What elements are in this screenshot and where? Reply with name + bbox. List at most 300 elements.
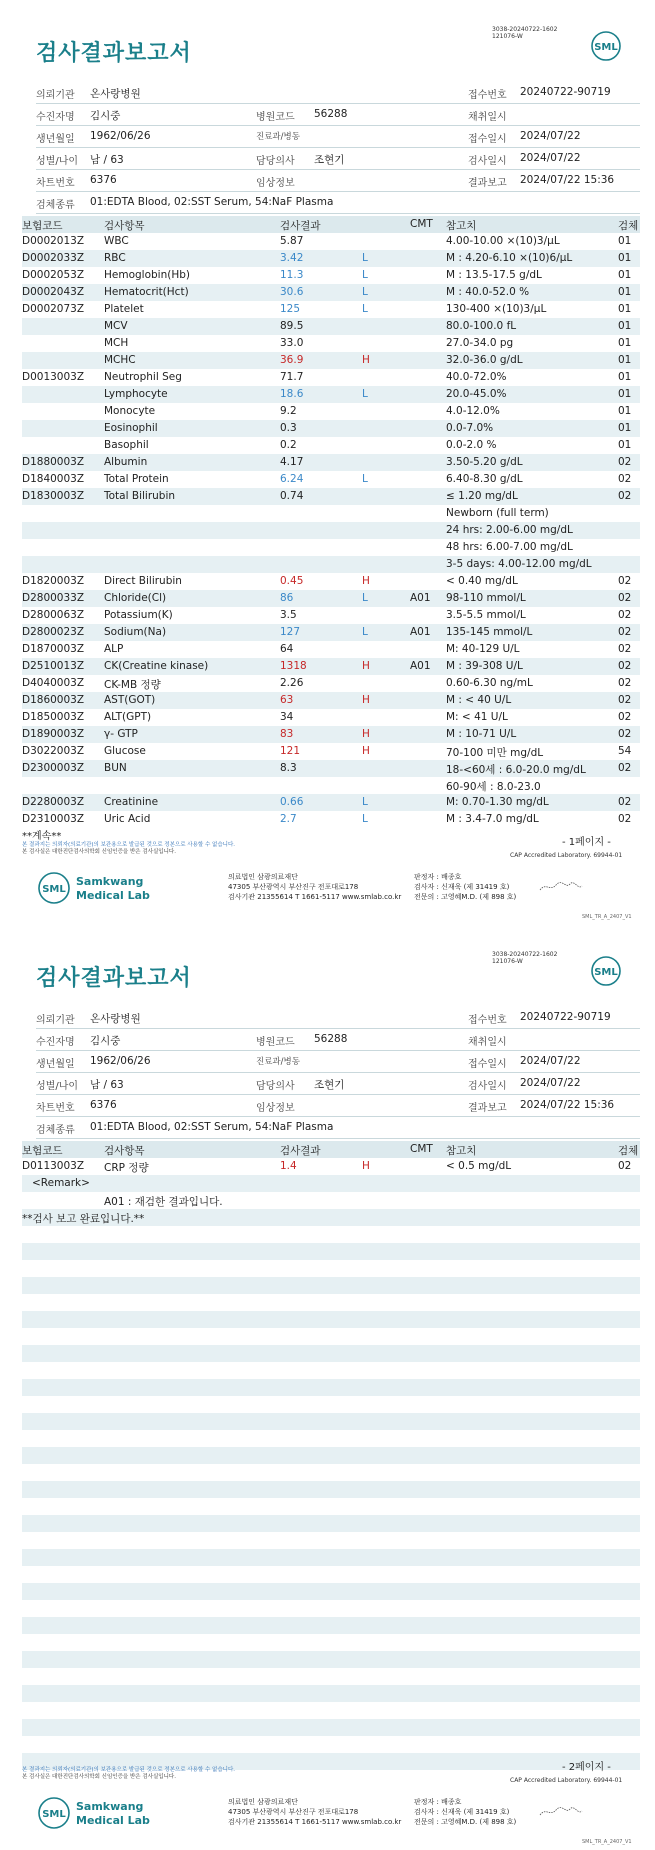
header-cmt: CMT — [410, 1143, 433, 1155]
table-row — [22, 743, 640, 760]
blank-row — [22, 1345, 640, 1362]
blank-row — [22, 1311, 640, 1328]
table-row — [22, 556, 640, 573]
table-row — [22, 267, 640, 284]
dob-value: 1962/06/26 — [90, 1055, 151, 1067]
info-row — [36, 1073, 640, 1095]
row-result: 0.45 — [280, 575, 304, 587]
row-ref: 70-100 미만 mg/dL — [446, 747, 544, 759]
hospital-code-value: 56288 — [314, 1033, 348, 1045]
row-specimen: 01 — [618, 422, 632, 434]
row-result: 127 — [280, 626, 301, 638]
row-code: D2300003Z — [22, 762, 85, 774]
row-specimen: 02 — [618, 694, 632, 706]
row-code: D0113003Z — [22, 1160, 85, 1172]
table-row — [22, 675, 640, 692]
row-item: CK(Creatine kinase) — [104, 660, 209, 672]
sex-age-label: 성별/나이 — [36, 156, 79, 167]
results-table — [22, 1141, 640, 1770]
row-code: D3022003Z — [22, 745, 85, 757]
info-row — [36, 170, 640, 192]
cap-accreditation: CAP Accredited Laboratory. 69944-01 — [510, 1777, 623, 1784]
row-flag: L — [362, 303, 368, 315]
row-flag: L — [362, 269, 368, 281]
row-specimen: 02 — [618, 796, 632, 808]
table-row — [22, 811, 640, 828]
header-result: 검사결과 — [280, 220, 321, 232]
hospital-code-label: 병원코드 — [256, 1037, 295, 1048]
row-ref: 4.00-10.00 ×(10)3/μL — [446, 235, 560, 247]
row-ref: 4.0-12.0% — [446, 405, 500, 417]
table-row — [22, 1158, 640, 1175]
row-item: Basophil — [104, 439, 149, 451]
table-row — [22, 403, 640, 420]
row-result: 34 — [280, 711, 294, 723]
row-item: Monocyte — [104, 405, 156, 417]
row-code: D0002013Z — [22, 235, 85, 247]
row-ref: Newborn (full term) — [446, 507, 549, 519]
blank-row — [22, 1362, 640, 1379]
svg-text:SML: SML — [42, 1809, 66, 1820]
row-result: 71.7 — [280, 371, 304, 383]
row-ref: 32.0-36.0 g/dL — [446, 354, 523, 366]
row-specimen: 02 — [618, 473, 632, 485]
row-result: 8.3 — [280, 762, 297, 774]
header-specimen: 검체 — [618, 220, 639, 232]
row-ref: 0.0-7.0% — [446, 422, 494, 434]
receipt-date-label: 접수일시 — [468, 1059, 507, 1070]
table-header — [22, 1141, 640, 1158]
row-item: Neutrophil Seg — [104, 371, 182, 383]
receipt-date-value: 2024/07/22 — [520, 1055, 581, 1067]
hospital-code-label: 병원코드 — [256, 112, 295, 123]
info-row — [36, 1007, 640, 1029]
row-item: MCH — [104, 337, 129, 349]
samkwang-logo-icon — [36, 1791, 156, 1835]
row-result: 121 — [280, 745, 301, 757]
row-item: Potassium(K) — [104, 609, 173, 621]
blank-row — [22, 1651, 640, 1668]
row-item: γ- GTP — [104, 728, 138, 740]
table-row — [22, 641, 640, 658]
institution-label: 의뢰기관 — [36, 90, 75, 101]
table-row — [22, 777, 640, 794]
report-label: 결과보고 — [468, 178, 507, 189]
row-result: 6.24 — [280, 473, 304, 485]
row-code: D1890003Z — [22, 728, 85, 740]
row-result: 11.3 — [280, 269, 304, 281]
signature-icon — [538, 880, 584, 894]
row-ref: 6.40-8.30 g/dL — [446, 473, 523, 485]
row-item: MCHC — [104, 354, 136, 366]
row-ref: 98-110 mmol/L — [446, 592, 526, 604]
hospital-code-value: 56288 — [314, 108, 348, 120]
blank-row — [22, 1515, 640, 1532]
footer-note: 본 결과지는 의뢰자(의료기관)의 보관용으로 발급된 것으로 정본으로 사용할 수 없습니다. 본 검사실은 대한진단검사의학회 신임인증을 받은 검사실입니다. — [22, 1767, 236, 1780]
row-result: 83 — [280, 728, 294, 740]
row-code: D1830003Z — [22, 490, 85, 502]
organization-info: 의료법인 삼광의료재단 47305 부산광역시 부산진구 전포대로178 검사기관 21355614 T 1661-5117 www.smlab.co.kr — [228, 1798, 402, 1826]
info-row — [36, 148, 640, 170]
continued-marker: **계속** — [22, 831, 62, 842]
form-code: SML_TR_A_2407_V1 — [582, 914, 632, 920]
row-result: 0.74 — [280, 490, 304, 502]
row-result: 86 — [280, 592, 294, 604]
doctor-value: 조현기 — [314, 154, 345, 166]
row-flag: H — [362, 575, 370, 587]
collect-date-label: 채취일시 — [468, 112, 507, 123]
institution-label: 의뢰기관 — [36, 1015, 75, 1026]
row-item: ALT(GPT) — [104, 711, 152, 723]
blank-row — [22, 1464, 640, 1481]
row-item: Creatinine — [104, 796, 159, 808]
sml-logo-icon — [590, 30, 622, 62]
row-ref: M: 0.70-1.30 mg/dL — [446, 796, 549, 808]
test-date-value: 2024/07/22 — [520, 1077, 581, 1089]
chart-label: 차트번호 — [36, 178, 75, 189]
row-ref: 48 hrs: 6.00-7.00 mg/dL — [446, 541, 573, 553]
specimen-label: 검체종류 — [36, 1125, 75, 1136]
blank-row — [22, 1702, 640, 1719]
info-row — [36, 104, 640, 126]
blank-row — [22, 1447, 640, 1464]
row-result: 1318 — [280, 660, 307, 672]
blank-row — [22, 1549, 640, 1566]
row-specimen: 02 — [618, 456, 632, 468]
row-flag: H — [362, 1160, 370, 1172]
row-item: Hemoglobin(Hb) — [104, 269, 191, 281]
svg-text:SML: SML — [594, 42, 618, 53]
row-result: 2.26 — [280, 677, 304, 689]
row-specimen: 02 — [618, 711, 632, 723]
row-ref: 60-90세 : 8.0-23.0 — [446, 781, 541, 793]
row-code: D1850003Z — [22, 711, 85, 723]
row-flag: H — [362, 660, 370, 672]
report-value: 2024/07/22 15:36 — [520, 1099, 615, 1111]
blank-row — [22, 1600, 640, 1617]
remark-a01: A01 : 재검한 결과입니다. — [104, 1196, 223, 1208]
row-code: D2800033Z — [22, 592, 85, 604]
patient-value: 김시중 — [90, 110, 121, 122]
table-row — [22, 692, 640, 709]
dept-label: 진료과/병동 — [256, 132, 300, 142]
row-ref: M : 13.5-17.5 g/dL — [446, 269, 542, 281]
row-code: D1870003Z — [22, 643, 85, 655]
row-flag: L — [362, 592, 368, 604]
row-result: 33.0 — [280, 337, 304, 349]
row-specimen: 02 — [618, 762, 632, 774]
row-flag: L — [362, 626, 368, 638]
svg-text:SML: SML — [42, 884, 66, 895]
receipt-date-value: 2024/07/22 — [520, 130, 581, 142]
row-item: Total Protein — [104, 473, 169, 485]
row-specimen: 01 — [618, 439, 632, 451]
sex-age-value: 남 / 63 — [90, 1079, 124, 1091]
report-page-2 — [0, 925, 655, 1850]
row-result: 5.87 — [280, 235, 304, 247]
table-row — [22, 301, 640, 318]
row-code: D0013003Z — [22, 371, 85, 383]
svg-text:Medical Lab: Medical Lab — [76, 889, 150, 902]
row-specimen: 01 — [618, 354, 632, 366]
table-row — [22, 352, 640, 369]
institution-value: 온사랑병원 — [90, 88, 141, 100]
row-cmt: A01 — [410, 660, 431, 672]
chart-label: 차트번호 — [36, 1103, 75, 1114]
specimen-value: 01:EDTA Blood, 02:SST Serum, 54:NaF Plasma — [90, 1121, 334, 1133]
row-item: Platelet — [104, 303, 144, 315]
svg-text:Samkwang: Samkwang — [76, 1800, 144, 1813]
blank-row — [22, 1617, 640, 1634]
row-result: 3.42 — [280, 252, 304, 264]
row-flag: L — [362, 286, 368, 298]
row-code: D0002073Z — [22, 303, 85, 315]
header-code: 보험코드 — [22, 220, 63, 232]
table-row — [22, 471, 640, 488]
row-ref: < 0.5 mg/dL — [446, 1160, 512, 1172]
dob-value: 1962/06/26 — [90, 130, 151, 142]
row-item: Hematocrit(Hct) — [104, 286, 189, 298]
row-ref: 27.0-34.0 pg — [446, 337, 514, 349]
row-specimen: 01 — [618, 286, 632, 298]
blank-row — [22, 1532, 640, 1549]
row-ref: 40.0-72.0% — [446, 371, 507, 383]
doctor-value: 조현기 — [314, 1079, 345, 1091]
results-table — [22, 216, 640, 828]
row-flag: L — [362, 252, 368, 264]
receipt-no-label: 접수번호 — [468, 90, 507, 101]
table-row — [22, 760, 640, 777]
row-ref: M: 40-129 U/L — [446, 643, 520, 655]
row-ref: M : 40.0-52.0 % — [446, 286, 530, 298]
table-row — [22, 709, 640, 726]
row-item: Direct Bilirubin — [104, 575, 182, 587]
table-row — [22, 386, 640, 403]
row-ref: 130-400 ×(10)3/μL — [446, 303, 547, 315]
form-code: SML_TR_A_2407_V1 — [582, 1839, 632, 1845]
row-specimen: 01 — [618, 320, 632, 332]
row-flag: H — [362, 728, 370, 740]
row-specimen: 01 — [618, 337, 632, 349]
report-value: 2024/07/22 15:36 — [520, 174, 615, 186]
row-item: Total Bilirubin — [104, 490, 176, 502]
blank-row — [22, 1379, 640, 1396]
institution-value: 온사랑병원 — [90, 1013, 141, 1025]
row-item: AST(GOT) — [104, 694, 156, 706]
table-row — [22, 284, 640, 301]
remark-label: <Remark> — [32, 1177, 90, 1189]
blank-row — [22, 1583, 640, 1600]
row-ref: M : 39-308 U/L — [446, 660, 523, 672]
row-flag: L — [362, 473, 368, 485]
patient-info — [36, 1007, 640, 1139]
info-row — [36, 1117, 640, 1139]
row-code: D0002033Z — [22, 252, 85, 264]
row-item: BUN — [104, 762, 127, 774]
table-row — [22, 250, 640, 267]
row-ref: 3-5 days: 4.00-12.00 mg/dL — [446, 558, 592, 570]
row-code: D2310003Z — [22, 813, 85, 825]
blank-row — [22, 1294, 640, 1311]
blank-row — [22, 1226, 640, 1243]
row-specimen: 02 — [618, 728, 632, 740]
page-number: - 2페이지 - — [562, 1762, 611, 1773]
row-code: D2800063Z — [22, 609, 85, 621]
table-row — [22, 522, 640, 539]
receipt-date-label: 접수일시 — [468, 134, 507, 145]
row-specimen: 02 — [618, 643, 632, 655]
row-specimen: 01 — [618, 371, 632, 383]
blank-row — [22, 1481, 640, 1498]
row-specimen: 02 — [618, 626, 632, 638]
table-row — [22, 233, 640, 250]
header-item: 검사항목 — [104, 220, 145, 232]
sml-logo-icon — [590, 955, 622, 987]
row-specimen: 02 — [618, 1160, 632, 1172]
blank-row — [22, 1243, 640, 1260]
row-result: 2.7 — [280, 813, 297, 825]
receipt-no-value: 20240722-90719 — [520, 1011, 611, 1023]
row-result: 0.66 — [280, 796, 304, 808]
staff-info: 판정자 : 배종호 검사자 : 신재욱 (제 31419 호) 전문의 : 고영혜M.D. (제 898 호) — [414, 1798, 517, 1826]
test-date-value: 2024/07/22 — [520, 152, 581, 164]
row-result: 64 — [280, 643, 294, 655]
sex-age-label: 성별/나이 — [36, 1081, 79, 1092]
table-row — [22, 488, 640, 505]
row-result: 63 — [280, 694, 294, 706]
clinical-label: 임상정보 — [256, 178, 295, 189]
row-result: 0.3 — [280, 422, 297, 434]
row-flag: H — [362, 694, 370, 706]
row-ref: M : 4.20-6.10 ×(10)6/μL — [446, 252, 573, 264]
row-item: RBC — [104, 252, 126, 264]
row-item: CK-MB 정량 — [104, 679, 161, 691]
blank-row — [22, 1413, 640, 1430]
samkwang-logo-icon — [36, 866, 156, 910]
test-date-label: 검사일시 — [468, 1081, 507, 1092]
chart-value: 6376 — [90, 174, 117, 186]
dob-label: 생년월일 — [36, 134, 75, 145]
info-row — [36, 126, 640, 148]
row-specimen: 02 — [618, 575, 632, 587]
header-result: 검사결과 — [280, 1145, 321, 1157]
row-specimen: 02 — [618, 813, 632, 825]
row-ref: 135-145 mmol/L — [446, 626, 533, 638]
row-item: Lymphocyte — [104, 388, 168, 400]
row-ref: 20.0-45.0% — [446, 388, 507, 400]
table-row — [22, 420, 640, 437]
clinical-label: 임상정보 — [256, 1103, 295, 1114]
table-row — [22, 573, 640, 590]
table-row — [22, 794, 640, 811]
table-row — [22, 369, 640, 386]
row-specimen: 01 — [618, 388, 632, 400]
row-ref: 3.5-5.5 mmol/L — [446, 609, 526, 621]
collect-date-label: 채취일시 — [468, 1037, 507, 1048]
blank-row — [22, 1277, 640, 1294]
row-specimen: 02 — [618, 490, 632, 502]
row-specimen: 02 — [618, 677, 632, 689]
header-specimen: 검체 — [618, 1145, 639, 1157]
row-result: 4.17 — [280, 456, 304, 468]
row-flag: L — [362, 388, 368, 400]
info-row — [36, 1029, 640, 1051]
row-ref: < 0.40 mg/dL — [446, 575, 518, 587]
svg-text:Medical Lab: Medical Lab — [76, 1814, 150, 1827]
report-title: 검사결과보고서 — [36, 966, 192, 991]
row-item: Albumin — [104, 456, 148, 468]
sex-age-value: 남 / 63 — [90, 154, 124, 166]
row-flag: H — [362, 745, 370, 757]
row-specimen: 54 — [618, 745, 632, 757]
row-item: WBC — [104, 235, 129, 247]
info-row — [36, 192, 640, 214]
row-item: Sodium(Na) — [104, 626, 167, 638]
row-specimen: 01 — [618, 405, 632, 417]
svg-text:Samkwang: Samkwang — [76, 875, 144, 888]
table-row — [22, 539, 640, 556]
row-flag: H — [362, 354, 370, 366]
table-row — [22, 658, 640, 675]
chart-value: 6376 — [90, 1099, 117, 1111]
row-ref: M : < 40 U/L — [446, 694, 512, 706]
row-specimen: 01 — [618, 269, 632, 281]
blank-row — [22, 1396, 640, 1413]
row-code: D2800023Z — [22, 626, 85, 638]
row-ref: M : 10-71 U/L — [446, 728, 517, 740]
blank-row — [22, 1668, 640, 1685]
report-label: 결과보고 — [468, 1103, 507, 1114]
report-complete: **검사 보고 완료입니다.** — [22, 1213, 145, 1225]
patient-value: 김시중 — [90, 1035, 121, 1047]
cap-accreditation: CAP Accredited Laboratory. 69944-01 — [510, 852, 623, 859]
row-flag: L — [362, 796, 368, 808]
report-title: 검사결과보고서 — [36, 41, 192, 66]
row-ref: 0.60-6.30 ng/mL — [446, 677, 533, 689]
table-row — [22, 335, 640, 352]
organization-info: 의료법인 삼광의료재단 47305 부산광역시 부산진구 전포대로178 검사기관 21355614 T 1661-5117 www.smlab.co.kr — [228, 873, 402, 901]
test-date-label: 검사일시 — [468, 156, 507, 167]
blank-rows — [22, 1226, 640, 1770]
row-ref: 18-<60세 : 6.0-20.0 mg/dL — [446, 764, 586, 776]
header-cmt: CMT — [410, 218, 433, 230]
table-body — [22, 233, 640, 828]
blank-row — [22, 1566, 640, 1583]
header-ref: 참고치 — [446, 1145, 477, 1157]
row-result: 1.4 — [280, 1160, 297, 1172]
info-row — [36, 82, 640, 104]
remark-section — [22, 1175, 640, 1226]
row-specimen: 01 — [618, 252, 632, 264]
row-code: D2510013Z — [22, 660, 85, 672]
row-specimen: 01 — [618, 235, 632, 247]
row-result: 0.2 — [280, 439, 297, 451]
row-item: Uric Acid — [104, 813, 151, 825]
blank-row — [22, 1634, 640, 1651]
row-ref: M: < 41 U/L — [446, 711, 508, 723]
row-specimen: 02 — [618, 592, 632, 604]
row-result: 36.9 — [280, 354, 304, 366]
info-row — [36, 1095, 640, 1117]
table-row — [22, 454, 640, 471]
dept-label: 진료과/병동 — [256, 1057, 300, 1067]
row-code: D0002053Z — [22, 269, 85, 281]
blank-row — [22, 1328, 640, 1345]
row-result: 18.6 — [280, 388, 304, 400]
table-header — [22, 216, 640, 233]
table-row — [22, 624, 640, 641]
row-result: 89.5 — [280, 320, 304, 332]
